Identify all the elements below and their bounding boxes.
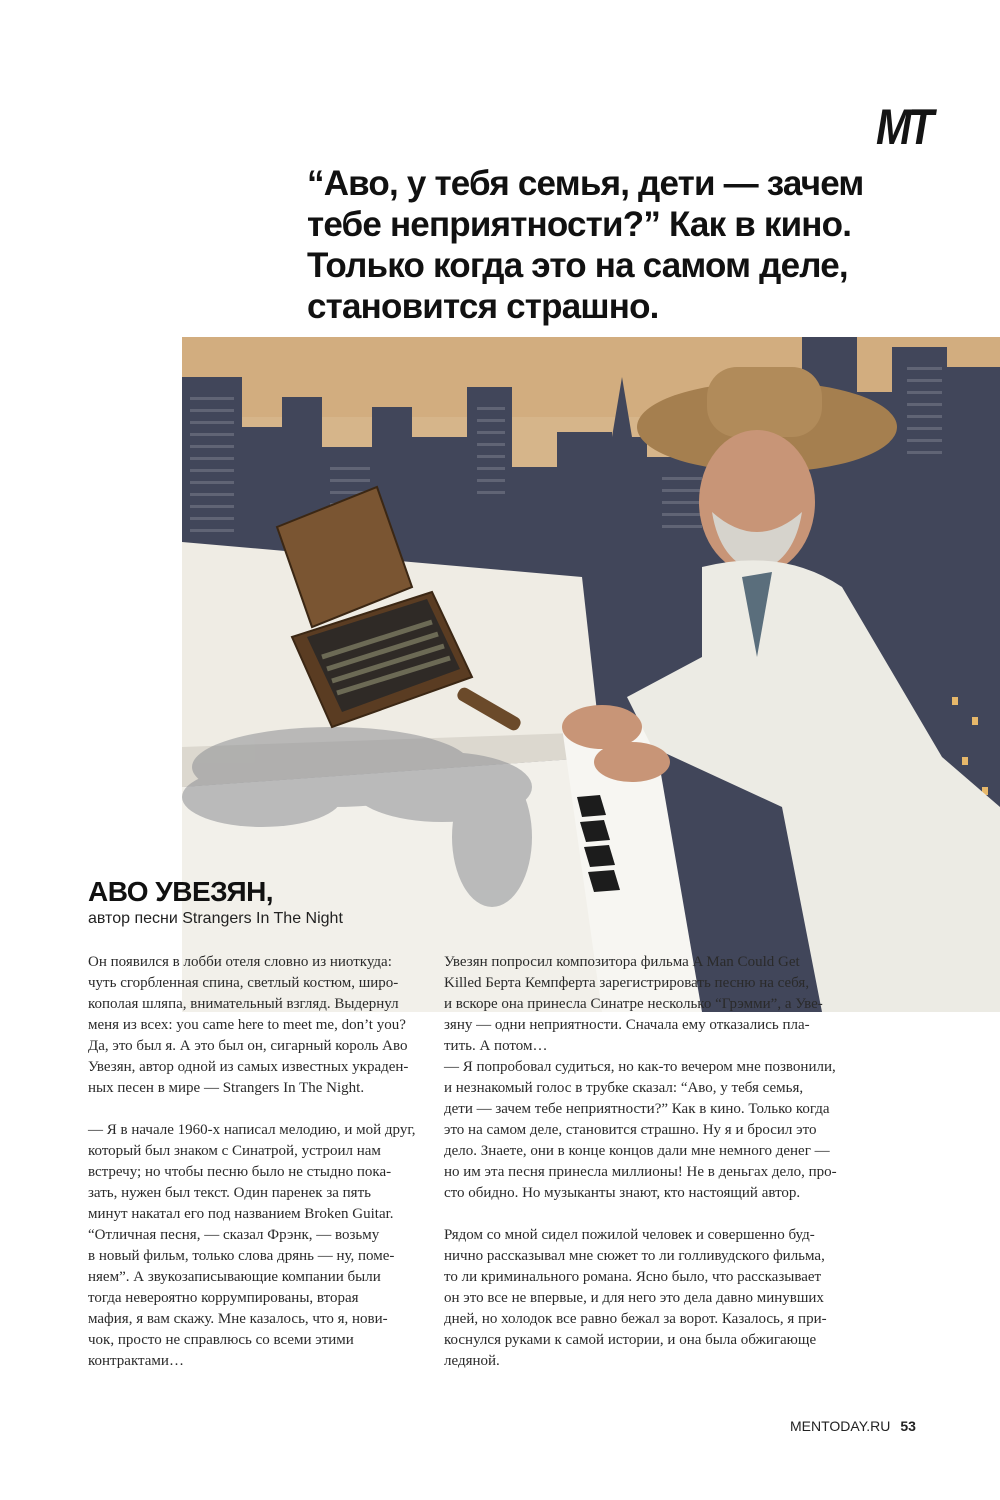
paragraph: Рядом со мной сидел пожилой человек и совершенно буд- нично рассказывал мне сюжет то ли голливудского фильма, то ли криминального романа. Ясно было, что рассказывает он это все не впервые, и для него это дела давно минувших дней, но холодок все равно бежал за ворот. Казалось, я при- коснулся руками к самой истории, и она была обжигающе ледяной. [444,1227,827,1369]
paragraph: Он появился в лобби отеля словно из ниоткуда: чуть сгорбленная спина, светлый костюм, широ- кополая шляпа, внимательный взгляд. Выдернул меня из всех: you came here to meet me, don’t you? Да, это был я. А это был он, сигарный король Аво Увезян, автор одной из самых известных украден- ных песен в мире — Strangers In The Night. [88,954,409,1096]
page-number: 53 [900,1418,916,1434]
article-column-left [88,952,428,1393]
paragraph: Увезян попросил композитора фильма A Man Could Get Killed Берта Кемпферта зарегистрировать песню на себя, и вскоре она принесла Синатре несколько “Грэмми”, а Уве- зяну — одни неприятности. Сначала ему отказались пла- тить. А потом… — Я попробовал судиться, но как-то вечером мне позвонили, и незнакомый голос в трубке сказал: “Аво, у тебя семья, дети — зачем тебе неприятности?” Как в кино. Только когда это на самом деле, становится страшно. Ну я и бросил это дело. Знаете, они в конце концов дали мне немного денег — но им эта песня принесла миллионы! Не в деньгах дело, про- сто обидно. Но музыканты знают, кто настоящий автор. [444,954,837,1201]
site-url: MENTODAY.RU [790,1418,891,1434]
magazine-logo: MT [876,99,931,155]
author-name: АВО УВЕЗЯН, [88,876,274,907]
pull-quote: “Аво, у тебя семья, дети — зачем тебе неприятности?” Как в кино. Только когда это на самом деле, становится страшно. [307,164,864,326]
paragraph: — Я в начале 1960-х написал мелодию, и мой друг, который был знаком с Синатрой, устроил нам встречу; но чтобы песню было не стыдно пока- зать, нужен был текст. Один паренек за пять минут накатал его под названием Broken Guitar. “Отличная песня, — сказал Фрэнк, — возьму в новый фильм, только слова дрянь — ну, поме- няем”. А звукозаписывающие компании были тогда невероятно коррумпированы, вторая мафия, я вам скажу. Мне казалось, что я, нови- чок, просто не справлюсь со всеми этими контрактами… [88,1122,416,1369]
page-footer [790,1418,916,1434]
article-column-right [444,952,864,1393]
author-role: автор песни Strangers In The Night [88,910,343,927]
author-block [88,876,343,930]
